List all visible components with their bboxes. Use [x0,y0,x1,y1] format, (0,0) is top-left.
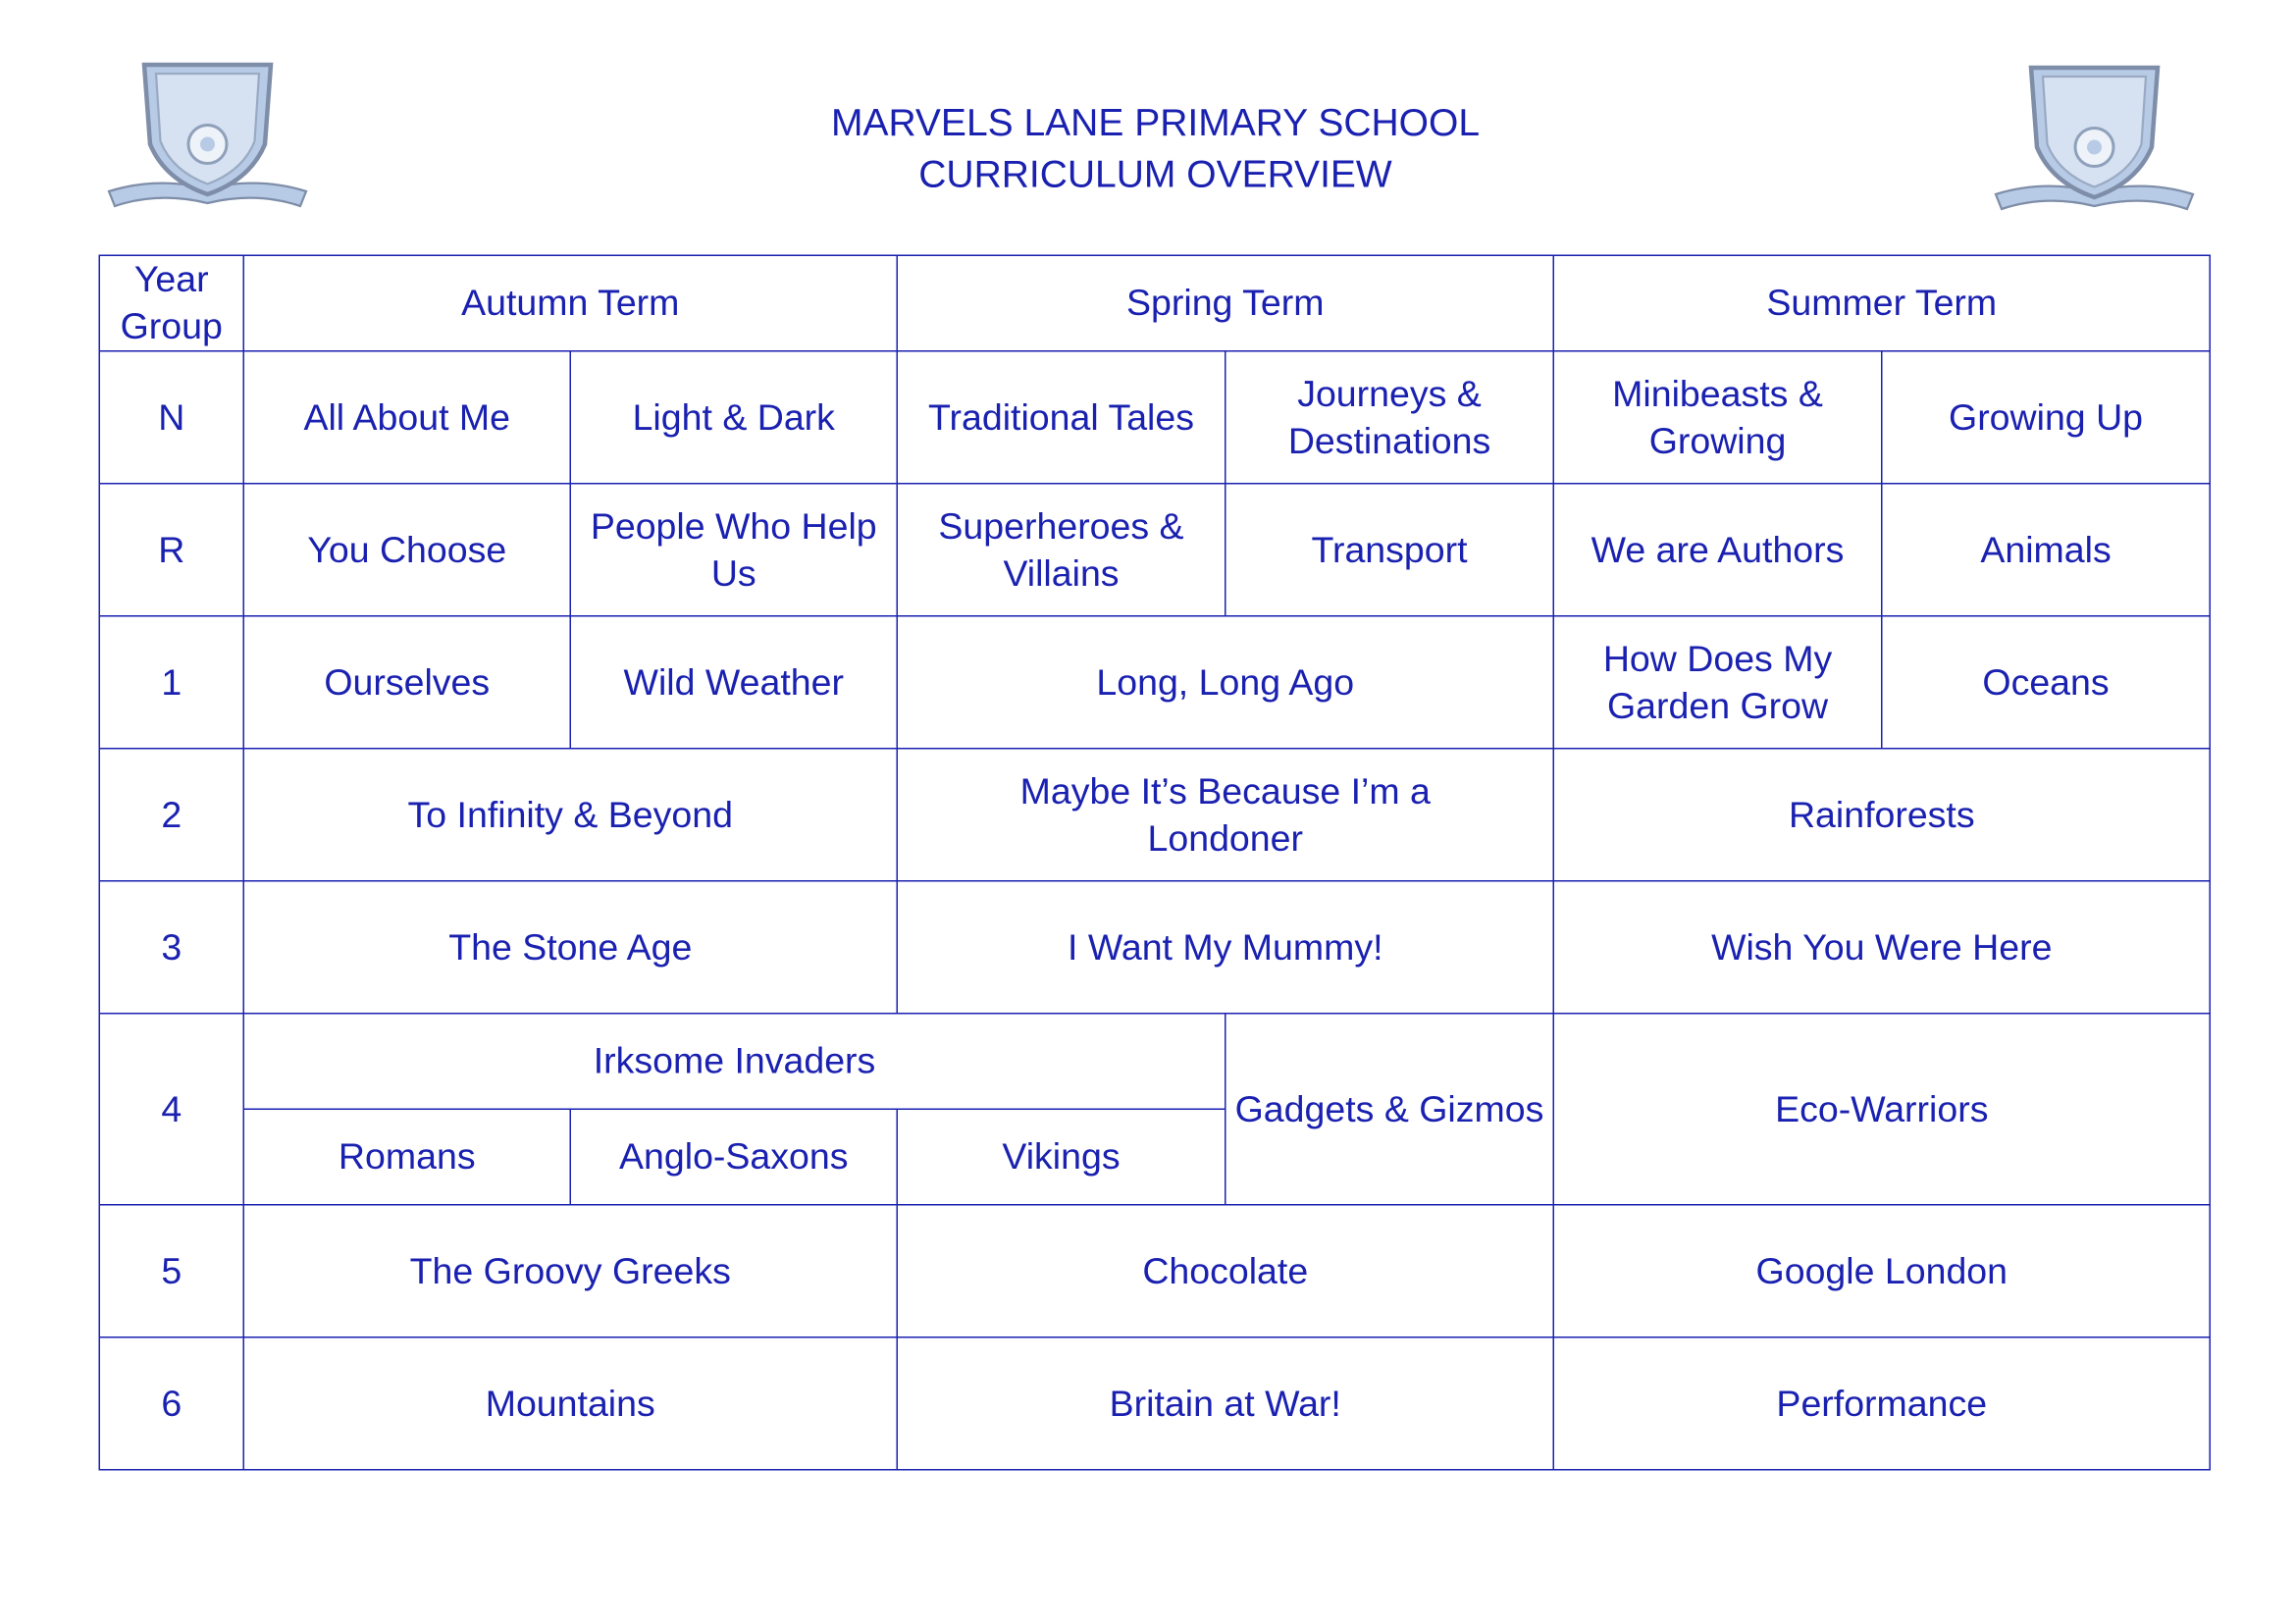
topic-cell: You Choose [243,484,570,616]
year-label: 4 [99,1014,243,1205]
topic-cell: Oceans [1882,616,2211,749]
table-row [99,749,2210,881]
school-crest-right [1984,59,2205,221]
topic-cell: Ourselves [243,616,570,749]
year-label: 2 [99,749,243,881]
topic-cell: Maybe It’s Because I’m a Londoner [897,749,1553,881]
topic-cell: Journeys & Destinations [1226,351,1554,484]
school-name: MARVELS LANE PRIMARY SCHOOL [830,100,1481,144]
subtopic-cell: Vikings [897,1109,1226,1205]
topic-cell: The Groovy Greeks [243,1205,897,1337]
year-label: 6 [99,1337,243,1470]
autumn-term-header: Autumn Term [243,255,897,351]
topic-cell: How Does My Garden Grow [1553,616,1882,749]
topic-cell: Wild Weather [570,616,897,749]
table-row [99,881,2210,1014]
topic-cell: Performance [1553,1337,2210,1470]
topic-cell: Gadgets & Gizmos [1226,1014,1554,1205]
topic-cell: Eco-Warriors [1553,1014,2210,1205]
topic-cell: I Want My Mummy! [897,881,1553,1014]
year-label: 3 [99,881,243,1014]
topic-cell: Wish You Were Here [1553,881,2210,1014]
topic-cell: All About Me [243,351,570,484]
topic-cell: Long, Long Ago [897,616,1553,749]
year-label: 5 [99,1205,243,1337]
table-row [99,1337,2210,1470]
year-group-header: Year Group [99,255,243,351]
topic-cell: Transport [1226,484,1554,616]
table-row [99,351,2210,484]
table-row [99,484,2210,616]
topic-cell: We are Authors [1553,484,1882,616]
topic-cell: Chocolate [897,1205,1553,1337]
subtopic-cell: Romans [243,1109,570,1205]
topic-cell: Growing Up [1882,351,2211,484]
table-row [99,616,2210,749]
table-row [99,1205,2210,1337]
topic-cell: Light & Dark [570,351,897,484]
topic-cell: The Stone Age [243,881,897,1014]
topic-cell: Mountains [243,1337,897,1470]
term-header-row [99,255,2210,351]
topic-cell: Google London [1553,1205,2210,1337]
topic-cell: Rainforests [1553,749,2210,881]
document-header [589,97,1722,200]
topic-cell: Superheroes & Villains [897,484,1226,616]
topic-cell: To Infinity & Beyond [243,749,897,881]
topic-cell: Irksome Invaders [243,1014,1226,1110]
topic-cell: Traditional Tales [897,351,1226,484]
document-title: CURRICULUM OVERVIEW [918,151,1392,196]
topic-cell: Britain at War! [897,1337,1553,1470]
year-label: R [99,484,243,616]
table-row [99,1014,2210,1110]
subtopic-cell: Anglo-Saxons [570,1109,897,1205]
topic-cell: Animals [1882,484,2211,616]
topic-cell: Minibeasts & Growing [1553,351,1882,484]
topic-cell: People Who Help Us [570,484,897,616]
curriculum-table [99,255,2212,1471]
year-label: N [99,351,243,484]
summer-term-header: Summer Term [1553,255,2210,351]
school-crest-left [97,56,318,218]
spring-term-header: Spring Term [897,255,1553,351]
year-label: 1 [99,616,243,749]
